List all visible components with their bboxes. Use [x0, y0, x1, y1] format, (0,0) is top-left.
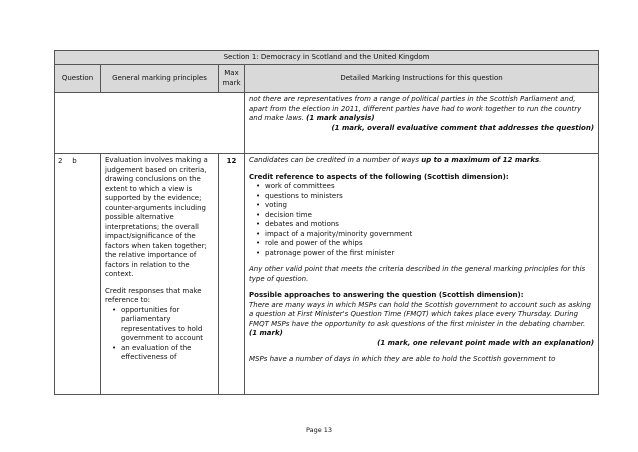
list-item: • role and power of the whips — [265, 239, 594, 249]
question-number: 2 — [58, 157, 63, 165]
max-mark-value: 12 — [219, 154, 245, 395]
continued-row — [55, 93, 599, 154]
continued-evaluative-note: (1 mark, overall evaluative comment that addresses the question) — [331, 123, 595, 132]
instructions-intro-text: Candidates can be credited in a number of ways — [249, 156, 422, 164]
list-item: • patronage power of the first minister — [265, 249, 594, 259]
section-title-row — [55, 51, 599, 65]
question-cell — [55, 154, 101, 395]
instructions-cell — [245, 154, 599, 395]
column-header-row — [55, 65, 599, 93]
section-title: Section 1: Democracy in Scotland and the United Kingdom — [55, 51, 599, 65]
aspects-list — [249, 182, 594, 258]
instructions-intro-end: . — [539, 156, 542, 164]
approaches-heading: Possible approaches to answering the question (Scottish dimension): — [249, 291, 524, 299]
approach-text — [249, 301, 594, 339]
header-general-marking-principles: General marking principles — [101, 65, 219, 93]
instructions-max-marks: up to a maximum of 12 marks — [421, 156, 540, 164]
approach-text-body: There are many ways in which MSPs can hold the Scottish government to account such as asking a question at First Minister's Question Time (FMQT) which takes place every Thursday. During FMQT MSPs have the opportunity to ask questions of the first minister in the debating chamber. — [249, 300, 591, 328]
list-item: • debates and motions — [265, 220, 594, 230]
list-item: • questions to ministers — [265, 192, 594, 202]
principle-bullet-list — [105, 306, 214, 363]
header-detailed-instructions: Detailed Marking Instructions for this question — [245, 65, 599, 93]
list-item: • an evaluation of the effectiveness of — [121, 344, 214, 363]
list-item: • impact of a majority/minority government — [265, 230, 594, 240]
other-valid-point: Any other valid point that meets the criteria described in the general marking principles for this type of question. — [249, 265, 586, 283]
continued-instructions-cell — [245, 93, 599, 154]
header-question: Question — [55, 65, 101, 93]
list-item: • voting — [265, 201, 594, 211]
page-number: Page 13 — [305, 426, 333, 434]
question-row — [55, 154, 599, 395]
msps-text: MSPs have a number of days in which they are able to hold the Scottish government to — [249, 355, 556, 363]
header-max-mark — [219, 65, 245, 93]
header-max-mark-line2: mark — [222, 78, 241, 87]
continued-empty-cell — [55, 93, 245, 154]
list-item: • decision time — [265, 211, 594, 221]
principles-text: Evaluation involves making a judgement based on criteria, drawing conclusions on the extent to which a view is supported by the evidence; counter-arguments including possible alternative interpretations; the overall impact/significance of the factors when taken together; the relative importance of factors in relation to the context. — [105, 156, 208, 278]
approach-mark: (1 mark) — [249, 329, 283, 337]
credit-responses-intro: Credit responses that make reference to: — [105, 286, 202, 304]
marking-instructions-table — [54, 50, 599, 395]
credit-heading: Credit reference to aspects of the following (Scottish dimension): — [249, 172, 509, 181]
list-item: • opportunities for parliamentary representatives to hold government to account — [121, 306, 214, 344]
continued-mark-note: (1 mark analysis) — [306, 114, 375, 122]
continued-text: not there are representatives from a range of political parties in the Scottish Parliament and, apart from the election in 2011, different parties have had to work together to run the country and make laws. — [249, 95, 582, 122]
header-max-mark-line1: Max — [224, 69, 239, 77]
instructions-intro — [249, 156, 594, 166]
principles-cell — [101, 154, 219, 395]
approach-mark-note: (1 mark, one relevant point made with an explanation) — [377, 338, 595, 347]
question-part: b — [72, 157, 77, 165]
list-item: • work of committees — [265, 182, 594, 192]
